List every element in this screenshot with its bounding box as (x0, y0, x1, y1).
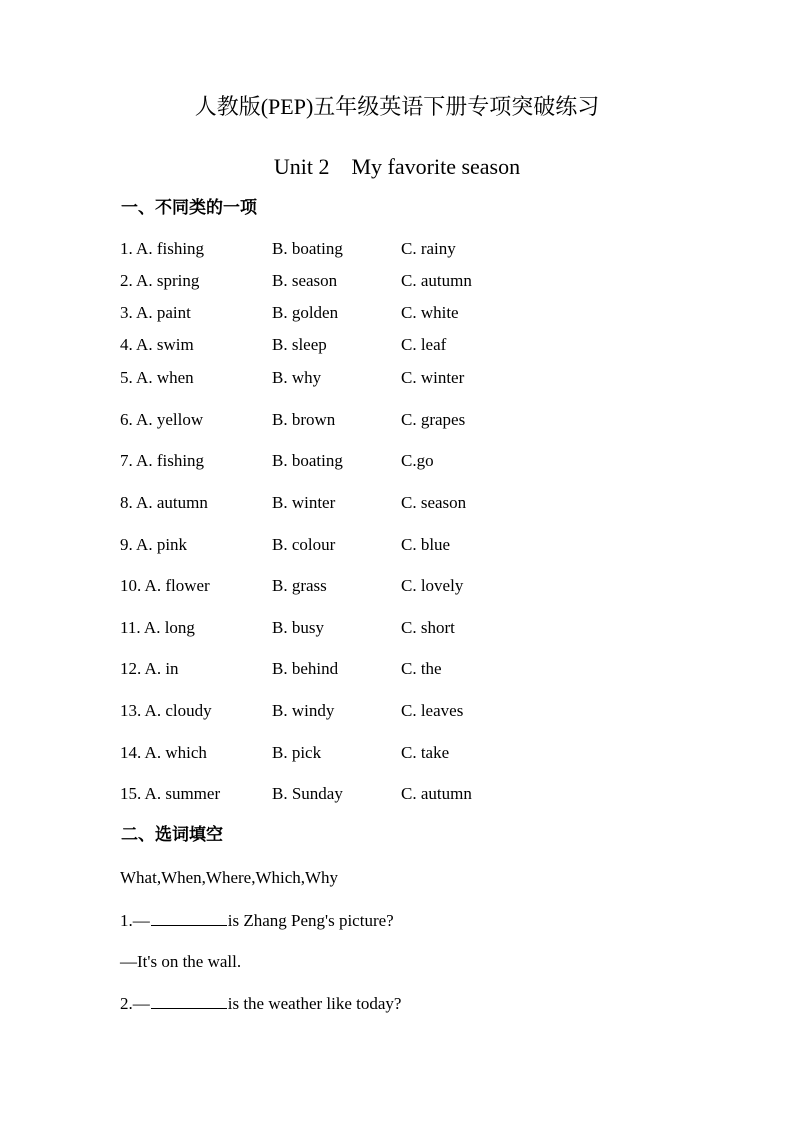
option-a: 11. A. long (120, 618, 195, 637)
unit-heading (0, 152, 794, 182)
question-row-2 (0, 269, 794, 293)
option-a: 6. A. yellow (120, 410, 204, 429)
question-row-10 (0, 574, 794, 598)
section-1-heading: 一、不同类的一项 (121, 198, 257, 218)
fill-answer-1: —It's on the wall. (120, 952, 242, 971)
answer-blank-2[interactable] (151, 991, 227, 1009)
option-c: C. autumn (401, 271, 472, 290)
document-title: 人教版(PEP)五年级英语下册专项突破练习 (194, 94, 600, 119)
option-b: B. colour (272, 535, 336, 554)
word-bank: What,When,Where,Which,Why (120, 868, 339, 887)
answer-blank-1[interactable] (151, 908, 227, 926)
option-b: B. sleep (272, 335, 327, 354)
option-b: B. windy (272, 701, 335, 720)
option-c: C. white (401, 303, 459, 322)
question-row-5 (0, 366, 794, 390)
option-c: C.go (401, 451, 434, 470)
option-a: 3. A. paint (120, 303, 191, 322)
section-2-heading: 二、选词填空 (121, 825, 223, 845)
question-1-text: is Zhang Peng's picture? (227, 911, 394, 930)
question-row-1 (0, 237, 794, 261)
option-b: B. behind (272, 659, 339, 678)
option-b: B. grass (272, 576, 327, 595)
option-b: B. winter (272, 493, 336, 512)
option-a: 14. A. which (120, 743, 207, 762)
question-row-3 (0, 301, 794, 325)
question-row-13 (0, 699, 794, 723)
option-c: C. rainy (401, 239, 456, 258)
option-c: C. leaf (401, 335, 447, 354)
question-row-12 (0, 657, 794, 681)
unit-number: Unit 2 (273, 154, 330, 179)
option-c: C. take (401, 743, 450, 762)
unit-title: My favorite season (351, 154, 521, 179)
option-a: 8. A. autumn (120, 493, 208, 512)
option-a: 7. A. fishing (120, 451, 205, 470)
option-b: B. boating (272, 451, 343, 470)
question-row-8 (0, 491, 794, 515)
option-c: C. the (401, 659, 442, 678)
question-row-11 (0, 616, 794, 640)
option-a: 9. A. pink (120, 535, 188, 554)
option-c: C. autumn (401, 784, 472, 803)
option-a: 5. A. when (120, 368, 194, 387)
option-b: B. pick (272, 743, 322, 762)
question-row-4 (0, 333, 794, 357)
option-b: B. brown (272, 410, 336, 429)
option-b: B. why (272, 368, 322, 387)
option-a: 15. A. summer (120, 784, 221, 803)
option-c: C. lovely (401, 576, 464, 595)
question-1-prefix: 1.— (120, 911, 150, 930)
option-c: C. grapes (401, 410, 466, 429)
question-row-7 (0, 449, 794, 473)
option-a: 4. A. swim (120, 335, 194, 354)
option-c: C. blue (401, 535, 451, 554)
option-a: 13. A. cloudy (120, 701, 212, 720)
fill-question-2 (120, 991, 401, 1016)
option-b: B. golden (272, 303, 339, 322)
option-a: 10. A. flower (120, 576, 210, 595)
option-c: C. season (401, 493, 467, 512)
option-a: 2. A. spring (120, 271, 200, 290)
option-b: B. busy (272, 618, 324, 637)
option-c: C. leaves (401, 701, 464, 720)
question-row-6 (0, 408, 794, 432)
question-2-prefix: 2.— (120, 994, 150, 1013)
option-a: 1. A. fishing (120, 239, 205, 258)
option-b: B. season (272, 271, 338, 290)
option-b: B. boating (272, 239, 343, 258)
option-b: B. Sunday (272, 784, 343, 803)
option-a: 12. A. in (120, 659, 179, 678)
question-row-15 (0, 782, 794, 806)
option-c: C. short (401, 618, 455, 637)
fill-question-1 (120, 908, 394, 933)
question-2-text: is the weather like today? (227, 994, 402, 1013)
question-row-9 (0, 533, 794, 557)
question-row-14 (0, 741, 794, 765)
option-c: C. winter (401, 368, 465, 387)
